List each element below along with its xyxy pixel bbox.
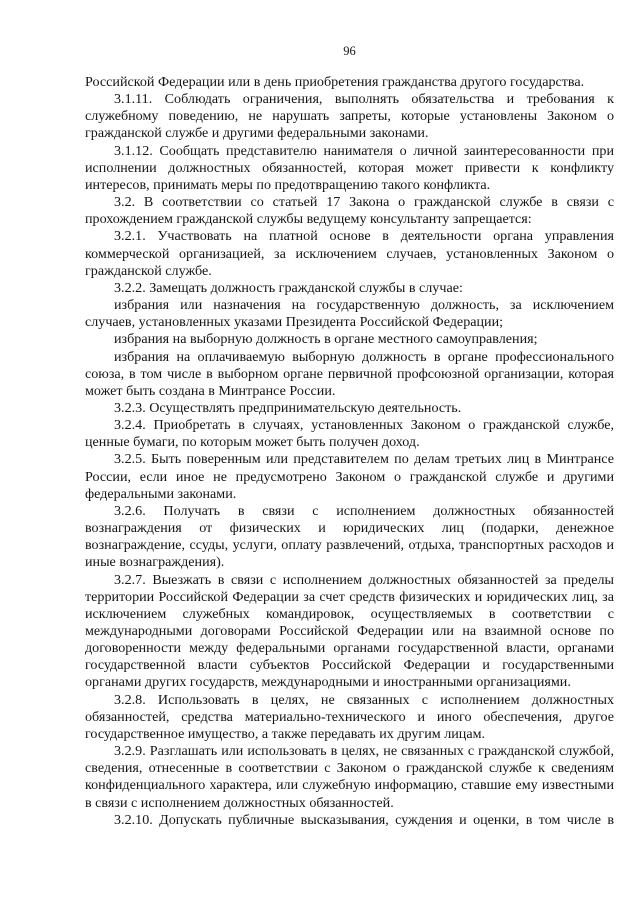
paragraph-3-2-7: 3.2.7. Выезжать в связи с исполнением должностных обязанностей за пределы территории Российской Федерации за счет средств физических и юридических лиц, за исключением служебных командировок, осуществляемых в соответствии с международными договорами Российской Федерации или на взаимной основе по договоренности между федеральными органами государственной власти, органами государственной власти субъектов Российской Федерации и государственными органами других государств, международными и иностранными организациями. <box>85 571 614 691</box>
paragraph-3-2-10: 3.2.10. Допускать публичные высказывания, суждения и оценки, в том числе в <box>114 811 614 828</box>
paragraph-3-2-5: 3.2.5. Быть поверенным или представителем по делам третьих лиц в Минтрансе России, если иное не предусмотрено Законом о гражданской службе и другими федеральными законами. <box>85 451 614 502</box>
paragraph-3-2-1: 3.2.1. Участвовать на платной основе в деятельности органа управления коммерческой организацией, за исключением случаев, установленных Законом о гражданской службе. <box>85 228 614 279</box>
paragraph-3-2-9: 3.2.9. Разглашать или использовать в целях, не связанных с гражданской службой, сведения, отнесенные в соответствии с Законом о гражданской службе к сведениям конфиденциального характера, или служебную информацию, ставшие ему известными в связи с исполнением должностных обязанностей. <box>85 743 614 811</box>
paragraph-3-2-2: 3.2.2. Замещать должность гражданской службы в случае: <box>114 279 463 296</box>
paragraph-continuation: Российской Федерации или в день приобретения гражданства другого государства. <box>85 74 585 90</box>
paragraph-3-2: 3.2. В соответствии со статьей 17 Закона о гражданской службе в связи с прохождением гражданской службы ведущему консультанту запрещается: <box>85 194 614 228</box>
document-body <box>85 74 614 829</box>
page-number: 96 <box>343 44 356 58</box>
paragraph-3-1-11: 3.1.11. Соблюдать ограничения, выполнять обязательства и требования к служебному поведению, не нарушать запреты, которые установлены Законом о гражданской службе и другими федеральными законами. <box>85 91 614 142</box>
paragraph-3-2-2-item-3: избрания на оплачиваемую выборную должность в органе профессионального союза, в том числе в выборном органе первичной профсоюзной организации, которая может быть создана в Минтрансе России. <box>85 348 614 399</box>
paragraph-3-2-2-item-1: избрания или назначения на государственную должность, за исключением случаев, установленных указами Президента Российской Федерации; <box>85 297 614 331</box>
paragraph-3-2-4: 3.2.4. Приобретать в случаях, установленных Законом о гражданской службе, ценные бумаги, по которым может быть получен доход. <box>85 417 614 451</box>
paragraph-3-2-8: 3.2.8. Использовать в целях, не связанных с исполнением должностных обязанностей, средства материально-технического и иного обеспечения, другое государственное имущество, а также передавать их другим лицам. <box>85 691 614 742</box>
paragraph-3-2-2-item-2: избрания на выборную должность в органе местного самоуправления; <box>114 331 538 348</box>
paragraph-3-1-12: 3.1.12. Сообщать представителю нанимателя о личной заинтересованности при исполнении должностных обязанностей, которая может привести к конфликту интересов, принимать меры по предотвращению такого конфликта. <box>85 142 614 193</box>
paragraph-3-2-6: 3.2.6. Получать в связи с исполнением должностных обязанностей вознаграждения от физических и юридических лиц (подарки, денежное вознаграждение, ссуды, услуги, оплату развлечений, отдыха, транспортных расходов и иные вознаграждения). <box>85 502 614 571</box>
paragraph-3-2-3: 3.2.3. Осуществлять предпринимательскую деятельность. <box>114 399 462 416</box>
